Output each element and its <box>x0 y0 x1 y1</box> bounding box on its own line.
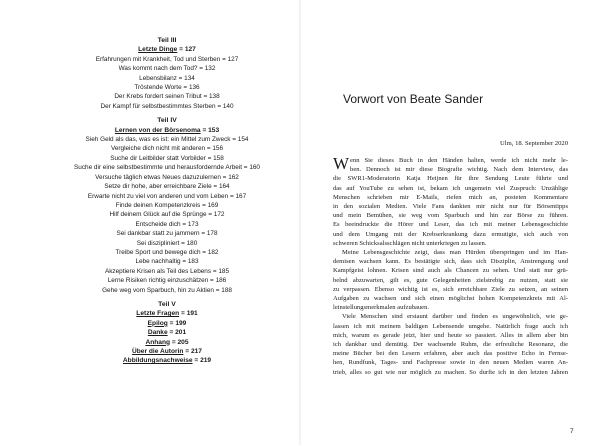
toc-separator: = <box>208 277 216 285</box>
toc-entry-title: Sei diszipliniert <box>136 239 180 247</box>
text-line: Meine Lebensgeschichte zeigt, dass man Hürden überspringen und im Han- <box>342 249 568 257</box>
toc-page-number: 173 <box>187 220 199 228</box>
toc-entry <box>40 257 294 266</box>
text-line: ich dankbar und demütig. Der wachsende Ruhm, die erfreuliche Resonanz, die <box>333 341 568 349</box>
toc-entry <box>40 248 294 257</box>
text-line: demisen wachsen kann. Es bestätigte sich, dass sich Disziplin, Anstrengung und <box>333 258 568 266</box>
toc-entry <box>40 154 294 163</box>
toc-separator: = <box>167 329 176 337</box>
toc-entry <box>40 286 294 295</box>
text-line: zu verpassen. Ebenso wichtig ist es, sich erreichbare Ziele zu setzen, an seinen <box>333 285 568 293</box>
text-line: ben. Dennoch ist mir diese Biografie wichtig. Nach dem Interview, das <box>350 166 568 174</box>
toc-chapter-title: Über die Autorin <box>132 348 184 355</box>
toc-entry <box>40 74 294 83</box>
toc-separator: = <box>176 74 185 82</box>
toc-separator: = <box>183 348 191 355</box>
toc-entry-title: Tröstende Worte <box>134 84 182 92</box>
toc-separator: = <box>179 310 187 318</box>
toc-entry-title: Finde deinen Kompetenzkreis <box>115 201 201 209</box>
toc-page-number: 191 <box>186 310 198 318</box>
toc-entry <box>40 210 294 219</box>
toc-part-label: Teil III <box>157 37 177 44</box>
toc-page-number: 188 <box>221 286 232 294</box>
toc-separator: = <box>197 65 205 73</box>
toc-separator: = <box>180 220 188 228</box>
text-line: Kampfgeist lohnen. Krisen sind auch als Chancen zu sehen. Und statt nur grü- <box>333 267 568 275</box>
toc-separator: = <box>167 319 176 327</box>
toc-page-number: 138 <box>209 93 220 101</box>
toc-entry <box>40 173 294 182</box>
toc-entry <box>40 201 294 210</box>
toc-entry-title: Lebensbilanz <box>139 74 177 82</box>
toc-entry-title: Sieh Geld als das, was es ist: ein Mittel zum Zweck <box>85 136 231 144</box>
toc-page-number: 127 <box>184 46 196 54</box>
text-line: in den sozialen Medien. Viele Fans dankten mir nicht nur für Börsentipps <box>333 203 568 211</box>
toc-entry <box>40 182 294 191</box>
toc-entry <box>40 64 294 73</box>
toc-page-number: 164 <box>218 183 230 191</box>
toc-entry <box>40 135 294 144</box>
toc-entry <box>40 220 294 229</box>
text-line: belnd abzuwarten, gilt es, gute Gelegenheiten zielstrebig zu nutzen, statt sie <box>333 276 568 284</box>
text-line: enn Sie dieses Buch in den Händen halten, werde ich nicht mehr le- <box>350 157 568 164</box>
toc-separator: = <box>215 102 223 110</box>
toc-separator: = <box>200 248 208 256</box>
toc-entry-title: Erwarte nicht zu viel von anderen und vom Leben <box>87 192 229 200</box>
toc-separator: = <box>192 357 201 365</box>
toc-entry <box>40 102 294 111</box>
toc-separator: = <box>201 93 209 101</box>
toc-page-number: 134 <box>184 74 195 82</box>
toc-chapter-title: Abbildungsnachweise <box>122 357 193 365</box>
toc-chapter <box>40 347 294 356</box>
text-line: schweren Schicksalsschlägen nicht unterkriegen zu lassen. <box>333 239 487 247</box>
toc-page-number: 162 <box>228 173 239 181</box>
toc-entry-title: Suche dir Leitbilder statt Vorbilder <box>110 154 206 162</box>
toc-page-number: 182 <box>207 248 219 256</box>
foreword-body <box>333 156 568 377</box>
toc-page-number: 140 <box>222 102 234 110</box>
toc-entry-title: Vergleiche dich nicht mit anderen <box>110 145 206 153</box>
toc-entry <box>40 144 294 153</box>
toc-chapter <box>40 309 294 318</box>
toc-chapter-title: Epilog <box>147 319 168 327</box>
toc-separator: = <box>170 338 178 346</box>
toc-entry-title: Lerne Risiken richtig einzuschätzen <box>107 277 209 285</box>
text-line: mich, warum es gerade jetzt, hier und heute so passiert. Alles in allem aber bin <box>333 331 568 339</box>
toc-page-number: 136 <box>188 84 200 92</box>
text-line: hen, Rundfunk, Tages- und Fachpresse sowie in den neuen Medien waren An- <box>333 359 568 367</box>
toc-page-number: 160 <box>249 164 260 172</box>
text-line: Menschen schrieben mir E-Mails, riefen mich an, posteten Kommentare <box>333 193 568 201</box>
toc-entry-title: Was kommt nach dem Tod? <box>118 65 198 73</box>
text-line: trieb, alles so gut wie nur möglich zu machen. So durfte ich in den letzten Jahren <box>333 368 568 376</box>
drop-cap: W <box>333 154 350 173</box>
toc-page-number: 154 <box>237 136 249 144</box>
toc-entry-title: Der Krebs fordert seinen Tribut <box>114 93 202 101</box>
toc-page-number: 132 <box>204 65 216 73</box>
text-line: Es beeindruckte die Hörer und Leser, das ich mit meiner Lebensgeschichte <box>333 221 568 229</box>
toc-separator: = <box>200 201 208 209</box>
toc-entry-title: Hilf deinem Glück auf die Sprünge <box>109 211 207 219</box>
toc-page-number: 153 <box>208 126 220 134</box>
toc-page-number: 167 <box>235 192 247 200</box>
page-title: Vorwort von Beate Sander <box>343 92 484 106</box>
toc-entry-title: Sei dankbar statt zu jammern <box>116 230 200 238</box>
toc-entry <box>40 55 294 64</box>
toc-page-number: 186 <box>215 277 227 285</box>
toc-page-number: 178 <box>206 230 218 238</box>
toc-entry-title: Treibe Sport und bewege dich <box>115 248 201 256</box>
toc-separator: = <box>220 173 229 181</box>
toc-chapter <box>40 319 294 328</box>
toc-chapter <box>40 356 294 365</box>
text-line: leinstellungsmerkmalen aufzubauen. <box>333 304 429 312</box>
toc-page-number: 169 <box>207 201 219 209</box>
toc-separator: = <box>181 84 189 92</box>
toc-chapter <box>40 45 294 54</box>
toc-page-number: 180 <box>186 239 198 247</box>
foreword-page <box>333 0 568 445</box>
toc-chapter-title: Danke <box>147 329 168 337</box>
toc-entry-title: Setze dir hohe, aber erreichbare Ziele <box>104 183 212 191</box>
toc-chapter-title: Letzte Fragen <box>136 310 180 318</box>
toc-page-number: 158 <box>213 154 224 162</box>
toc-page-number: 183 <box>187 258 199 266</box>
toc-separator: = <box>200 126 209 134</box>
toc-separator: = <box>205 154 214 162</box>
toc-chapter <box>40 126 294 135</box>
toc-entry <box>40 83 294 92</box>
toc-page-number: 201 <box>175 329 187 337</box>
toc-page-number: 172 <box>213 211 225 219</box>
text-line: das auf YouTube zu sehen ist, bekam ich ungemein viel Zuspruch: Unzählige <box>333 184 568 192</box>
toc-chapter <box>40 338 294 347</box>
dateline: Ulm, 18. September 2020 <box>500 140 568 147</box>
toc-separator: = <box>230 136 238 144</box>
toc-page-number: 219 <box>200 357 212 365</box>
text-line: lassen ich mit meinem baldigen Lebensende umgehe. Natürlich frage auch ich <box>333 322 568 330</box>
toc-separator: = <box>211 267 219 275</box>
table-of-contents <box>40 36 294 366</box>
toc-page-number: 156 <box>212 145 224 153</box>
page-number: 7 <box>570 428 574 435</box>
toc-entry <box>40 276 294 285</box>
page-gutter <box>299 0 301 445</box>
text-line: meine Bücher bei den Lesern erfahren, aber auch das positive Echo in Fernse- <box>333 350 568 358</box>
text-line: und mein Bemühen, sie weg vom Sparbuch und hin zur Börse zu führen. <box>333 212 568 220</box>
toc-entry-title: Gehe weg vom Sparbuch, hin zu Aktien <box>102 286 214 294</box>
toc-separator: = <box>228 192 236 200</box>
toc-entry <box>40 163 294 172</box>
toc-separator: = <box>177 46 185 54</box>
text-line: Aufgaben zu wachsen und sich einen möglichst hohen Kompetenzkreis mit Al- <box>333 295 568 303</box>
toc-chapter <box>40 328 294 337</box>
toc-entry <box>40 239 294 248</box>
toc-separator: = <box>211 183 219 191</box>
toc-separator: = <box>220 55 228 63</box>
toc-entry-title: Erfahrungen mit Krankheit, Tod und Sterben <box>95 55 221 63</box>
toc-separator: = <box>199 230 207 238</box>
text-line: Viele Menschen sind erstaunt darüber und finden es ungewöhnlich, wie ge- <box>342 313 568 321</box>
toc-separator: = <box>206 211 214 219</box>
toc-entry <box>40 192 294 201</box>
toc-part-label: Teil IV <box>157 117 177 125</box>
toc-chapter-title: Letzte Dinge <box>138 46 178 54</box>
text-line: und dem Umgang mit der Krebserkrankung dazu ermutigte, sich auch von <box>333 230 568 238</box>
toc-separator: = <box>242 164 250 172</box>
toc-page-number: 217 <box>190 348 202 355</box>
toc-entry-title: Der Kampf für selbstbestimmtes Sterben <box>100 102 216 110</box>
toc-separator: = <box>180 258 188 266</box>
toc-chapter-title: Anhang <box>145 338 170 346</box>
toc-page-number: 205 <box>177 338 189 346</box>
toc-page-number: 127 <box>227 55 239 63</box>
toc-entry-title: Akzeptiere Krisen als Teil des Lebens <box>104 267 212 275</box>
toc-separator: = <box>179 239 187 247</box>
text-line: die SWR1-Moderatorin Katja Heijnen für ihre Sendung Leute führte und <box>333 175 568 183</box>
toc-page-number: 185 <box>218 267 230 275</box>
toc-chapter-title: Lernen von der Börsenoma <box>114 126 201 134</box>
toc-page-number: 199 <box>175 319 187 327</box>
toc-entry-title: Entscheide dich <box>135 220 181 228</box>
toc-entry-title: Versuche täglich etwas Neues dazuzulernen <box>95 173 221 181</box>
toc-separator: = <box>213 286 222 294</box>
toc-entry-title: Lebe nachhaltig <box>135 258 181 266</box>
toc-separator: = <box>205 145 213 153</box>
toc-entry <box>40 229 294 238</box>
toc-part-label: Teil V <box>158 300 176 308</box>
toc-entry-title: Suche dir eine selbstbestimmte und herausfordernde Arbeit <box>74 164 243 172</box>
toc-entry <box>40 267 294 276</box>
toc-entry <box>40 92 294 101</box>
